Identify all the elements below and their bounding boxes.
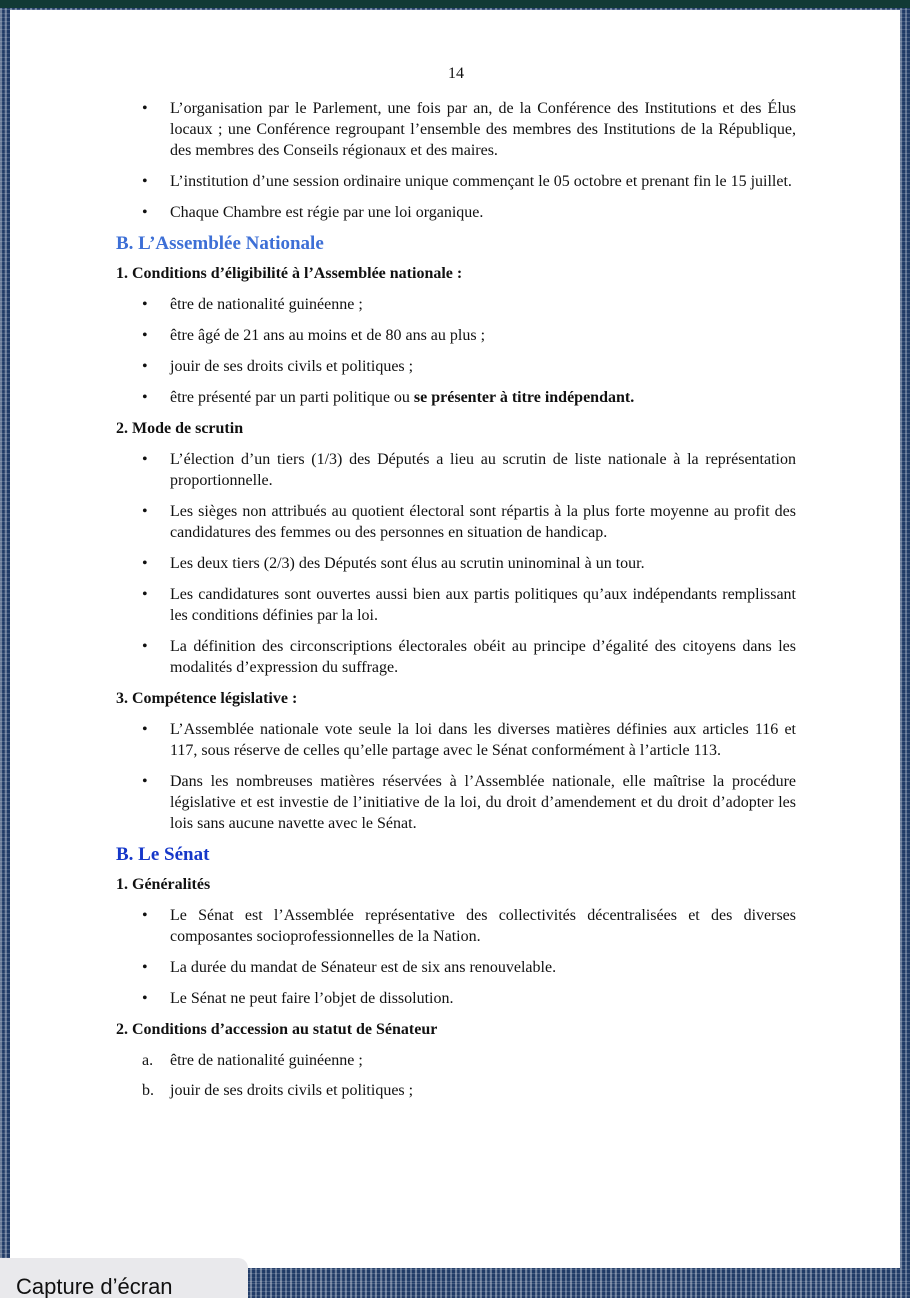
document-page [10,10,900,1268]
list-item [116,1080,796,1101]
list-item-text: être de nationalité guinéenne ; [170,1052,363,1069]
list-item: • être de nationalité guinéenne ; [116,294,796,315]
list-item: • L’institution d’une session ordinaire unique commençant le 05 octobre et prenant fin le 15 juillet. [116,171,796,192]
subheading-competence: 3. Compétence législative : [116,690,298,707]
list-item: • jouir de ses droits civils et politiques ; [116,356,796,377]
list-item: • Les deux tiers (2/3) des Députés sont élus au scrutin uninominal à un tour. [116,553,796,574]
list-item: • La définition des circonscriptions électorales obéit au principe d’égalité des citoyens dans les modalités d’expression du suffrage. [116,636,796,678]
list-item: • Chaque Chambre est régie par une loi organique. [116,202,796,223]
screenshot-thumbnail-label[interactable]: Capture d’écran [0,1258,248,1298]
list-item: • L’Assemblée nationale vote seule la loi dans les diverses matières définies aux articles 116 et 117, sous réserve de celles qu’elle partage avec le Sénat conformément à l’article 113. [116,719,796,761]
list-marker: b. [142,1082,154,1099]
list-item: • Dans les nombreuses matières réservées à l’Assemblée nationale, elle maîtrise la procédure législative et est investie de l’initiative de la loi, du droit d’amendement et du droit d’adopter les lois sans aucune navette avec le Sénat. [116,771,796,834]
section-heading-assemblee: B. L’Assemblée Nationale [116,233,324,254]
window-top-bar [0,0,910,8]
page-number: 14 [448,65,464,82]
list-item: • Le Sénat est l’Assemblée représentative des collectivités décentralisées et des diverses composantes socioprofessionnelles de la Nation. [116,905,796,947]
list-item: • Le Sénat ne peut faire l’objet de dissolution. [116,988,796,1009]
list-item [116,387,796,408]
list-item: • L’élection d’un tiers (1/3) des Députés a lieu au scrutin de liste nationale à la représentation proportionnelle. [116,449,796,491]
intro-bullet-list [116,98,796,223]
subheading-generalites: 1. Généralités [116,876,211,893]
list-item [116,1050,796,1071]
list-item: • Les candidatures sont ouvertes aussi bien aux partis politiques qu’aux indépendants remplissant les conditions définies par la loi. [116,584,796,626]
scrutin-list [116,449,796,678]
list-item: • L’organisation par le Parlement, une fois par an, de la Conférence des Institutions et des Élus locaux ; une Conférence regroupant l’ensemble des membres des Institutions de la République, des membres des Conseils régionaux et des maires. [116,98,796,161]
list-item: • La durée du mandat de Sénateur est de six ans renouvelable. [116,957,796,978]
list-marker: a. [142,1052,154,1069]
competence-list [116,719,796,834]
section-heading-senat: B. Le Sénat [116,844,210,865]
list-item: • Les sièges non attribués au quotient électoral sont répartis à la plus forte moyenne au profit des candidatures des femmes ou des personnes en situation de handicap. [116,501,796,543]
list-item-text: jouir de ses droits civils et politiques ; [170,1082,414,1099]
list-item-text: être présenté par un parti politique ou [170,389,414,406]
subheading-eligibility: 1. Conditions d’éligibilité à l’Assemblée nationale : [116,265,463,282]
conditions-senateur-list [116,1050,796,1101]
eligibility-list [116,294,796,408]
list-item: • être âgé de 21 ans au moins et de 80 ans au plus ; [116,325,796,346]
subheading-scrutin: 2. Mode de scrutin [116,420,244,437]
generalites-list [116,905,796,1009]
subheading-conditions-senateur: 2. Conditions d’accession au statut de Sénateur [116,1021,438,1038]
list-item-bold-text: se présenter à titre indépendant. [413,389,635,406]
